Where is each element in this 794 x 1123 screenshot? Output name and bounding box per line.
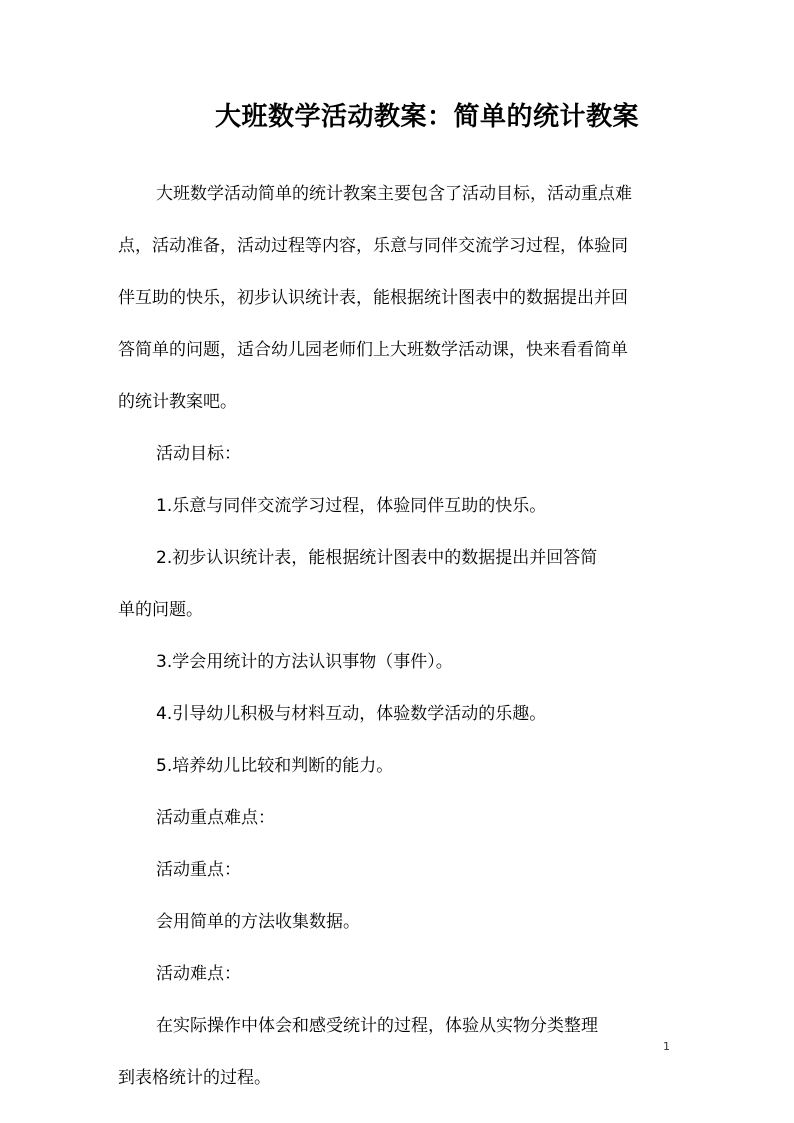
- difficult-heading: 活动难点：: [156, 964, 241, 984]
- document-title: 大班数学活动教案：简单的统计教案: [214, 102, 639, 132]
- intro-line: 的统计教案吧。: [118, 392, 237, 412]
- difficult-text-continuation: 到表格统计的过程。: [118, 1068, 271, 1088]
- goal-item: 1.乐意与同伴交流学习过程，体验同伴互助的快乐。: [156, 496, 547, 516]
- key-difficult-heading: 活动重点难点：: [156, 808, 275, 828]
- key-heading: 活动重点：: [156, 860, 241, 880]
- difficult-text: 在实际操作中体会和感受统计的过程，体验从实物分类整理: [156, 1016, 598, 1036]
- document-body: [118, 168, 674, 1104]
- intro-line: 答简单的问题，适合幼儿园老师们上大班数学活动课，快来看看简单: [118, 340, 628, 360]
- page-number: 1: [663, 1040, 670, 1053]
- goal-item: 4.引导幼儿积极与材料互动，体验数学活动的乐趣。: [156, 704, 547, 724]
- intro-line: 伴互助的快乐，初步认识统计表，能根据统计图表中的数据提出并回: [118, 288, 628, 308]
- goal-item: 2.初步认识统计表，能根据统计图表中的数据提出并回答简: [156, 548, 598, 568]
- goals-heading: 活动目标：: [156, 444, 241, 464]
- key-text: 会用简单的方法收集数据。: [156, 912, 360, 932]
- intro-line: 点，活动准备，活动过程等内容，乐意与同伴交流学习过程，体验同: [118, 236, 628, 256]
- goal-item: 3.学会用统计的方法认识事物（事件）。: [156, 652, 453, 672]
- goal-item: 5.培养幼儿比较和判断的能力。: [156, 756, 394, 776]
- goal-item-continuation: 单的问题。: [118, 600, 203, 620]
- intro-line: 大班数学活动简单的统计教案主要包含了活动目标，活动重点难: [156, 184, 632, 204]
